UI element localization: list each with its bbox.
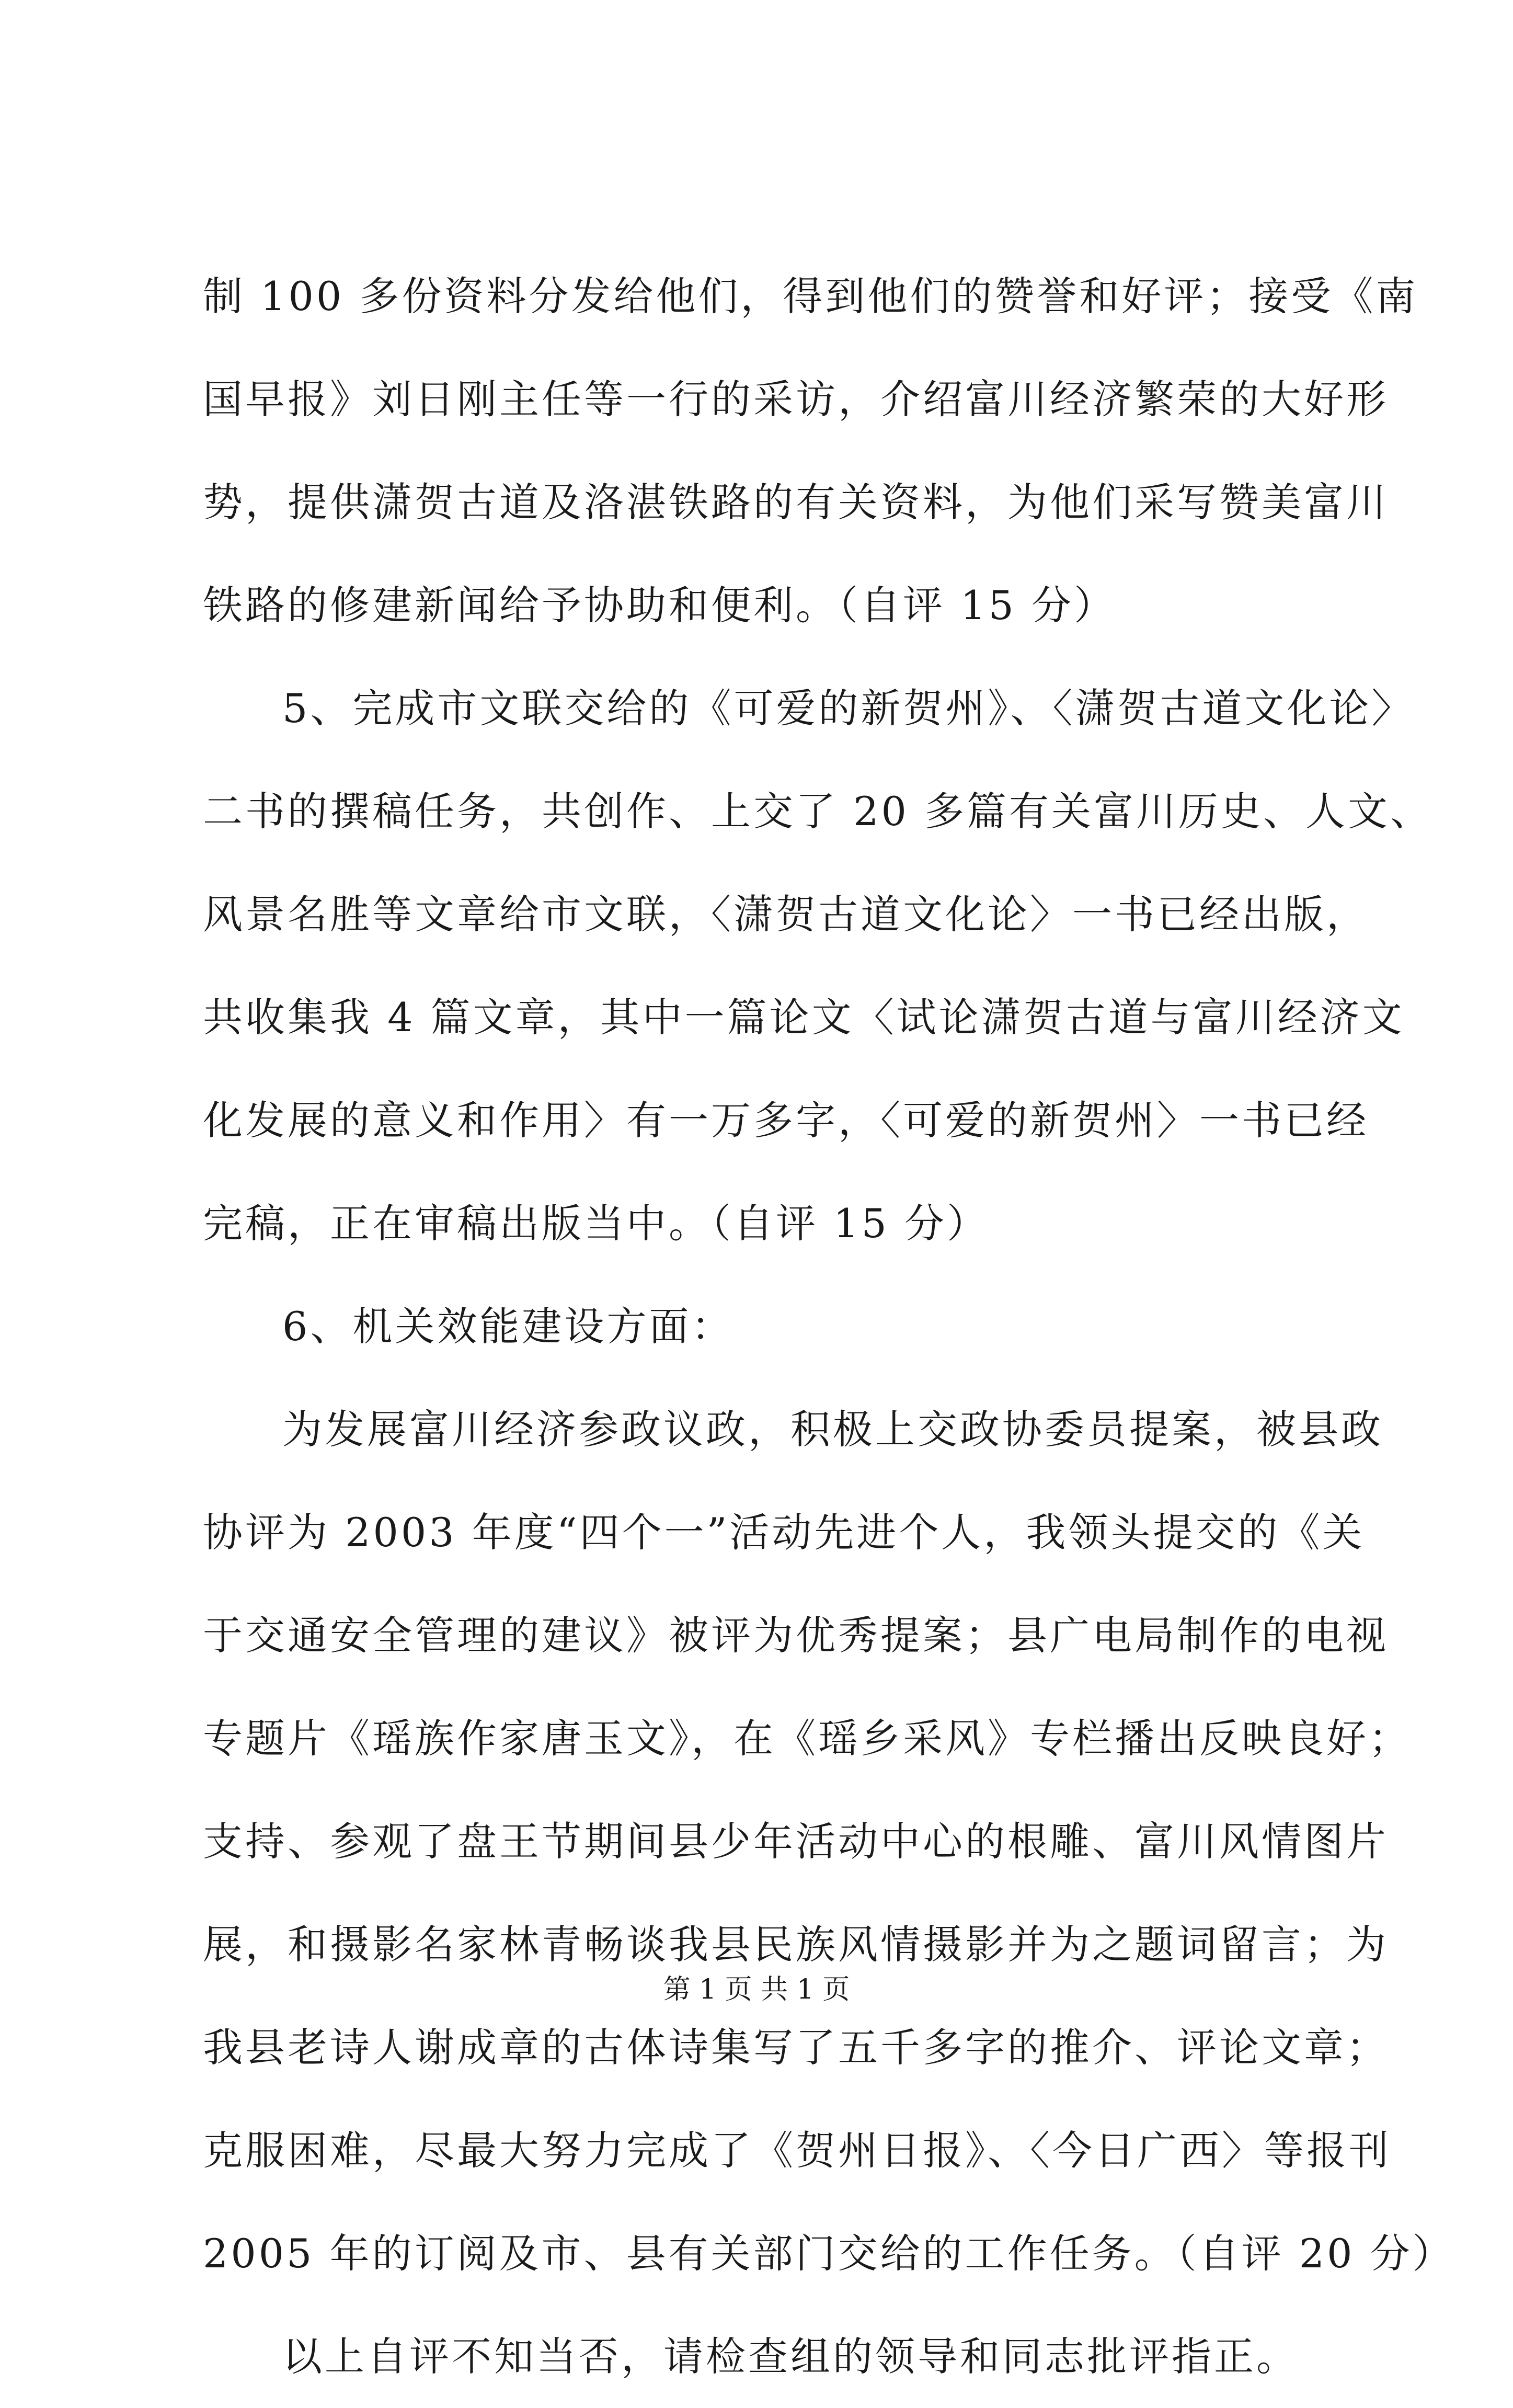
text-line: 风景名胜等文章给市文联，〈潇贺古道文化论〉一书已经出版，	[203, 891, 1369, 938]
text-line: 克服困难，尽最大努力完成了《贺州日报》、〈今日广西〉等报刊	[203, 2127, 1391, 2174]
text-line: 2005 年的订阅及市、县有关部门交给的工作任务。（自评 20 分）	[203, 2230, 1455, 2277]
text-line: 6、机关效能建设方面：	[282, 1303, 734, 1350]
text-line: 化发展的意义和作用〉有一万多字，〈可爱的新贺州〉一书已经	[203, 1097, 1369, 1144]
text-line: 以上自评不知当否，请检查组的领导和同志批评指正。	[282, 2333, 1299, 2380]
text-line: 二书的撰稿任务，共创作、上交了 20 多篇有关富川历史、人文、	[203, 788, 1433, 835]
page-footer: 第 1 页 共 1 页	[663, 1974, 850, 2005]
text-line: 于交通安全管理的建议》被评为优秀提案；县广电局制作的电视	[203, 1612, 1389, 1659]
text-line: 为发展富川经济参政议政，积极上交政协委员提案，被县政	[282, 1406, 1383, 1453]
text-line: 共收集我 4 篇文章，其中一篇论文〈试论潇贺古道与富川经济文	[203, 994, 1405, 1041]
text-line: 完稿，正在审稿出版当中。（自评 15 分）	[203, 1200, 990, 1247]
text-line: 制 100 多份资料分发给他们，得到他们的赞誉和好评；接受《南	[203, 273, 1418, 319]
text-line: 铁路的修建新闻给予协助和便利。（自评 15 分）	[203, 582, 1117, 629]
text-line: 展，和摄影名家林青畅谈我县民族风情摄影并为之题词留言；为	[203, 1921, 1389, 1968]
text-line: 国早报》刘日刚主任等一行的采访，介绍富川经济繁荣的大好形	[203, 376, 1389, 423]
text-line: 5、完成市文联交给的《可爱的新贺州》、〈潇贺古道文化论〉	[282, 685, 1414, 732]
text-line: 支持、参观了盘王节期间县少年活动中心的根雕、富川风情图片	[203, 1818, 1389, 1865]
body-text	[203, 245, 1455, 2408]
text-line: 势，提供潇贺古道及洛湛铁路的有关资料，为他们采写赞美富川	[203, 479, 1389, 526]
text-line: 专题片《瑶族作家唐玉文》，在《瑶乡采风》专栏播出反映良好；	[203, 1715, 1411, 1762]
text-line: 我县老诗人谢成章的古体诗集写了五千多字的推介、评论文章；	[203, 2024, 1389, 2071]
text-line: 协评为 2003 年度“四个一”活动先进个人，我领头提交的《关	[203, 1509, 1365, 1556]
